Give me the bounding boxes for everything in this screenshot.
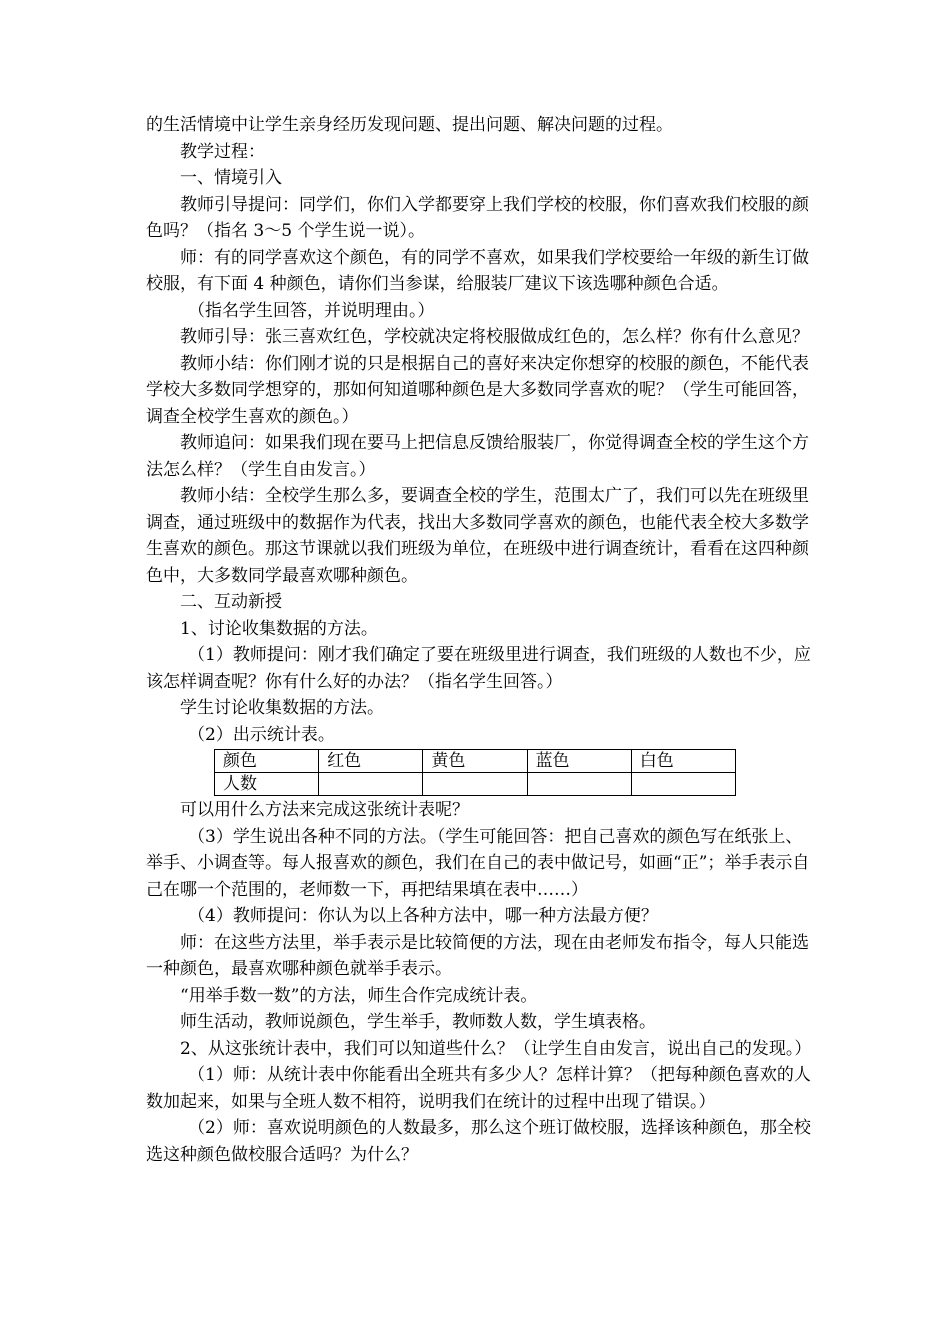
paragraph-step-3: （3）学生说出各种不同的方法。（学生可能回答：把自己喜欢的颜色写在纸张上、举手、小调查等。每人报喜欢的颜色，我们在自己的表中做记号，如画“正”；举手表示自己在哪一个范围的，老师数一下，再把结果填在表中……）	[146, 826, 810, 900]
document-page	[146, 112, 812, 1168]
paragraph-teacher-summary-1: 教师小结：你们刚才说的只是根据自己的喜好来决定你想穿的校服的颜色，不能代表学校大多数同学想穿的，那如何知道哪种颜色是大多数同学喜欢的呢？（学生可能回答，调查全校学生喜欢的颜色。）	[146, 353, 809, 427]
paragraph-table-question: 可以用什么方法来完成这张统计表呢？	[180, 800, 469, 820]
table-cell: 黄色	[423, 750, 527, 773]
heading-section-two: 二、互动新授	[180, 592, 282, 612]
table-cell: 颜色	[215, 750, 319, 773]
paragraph-question-total: （1）师：从统计表中你能看出全班共有多少人？怎样计算？（把每种颜色喜欢的人数加起来，如果与全班人数不相符，说明我们在统计的过程中出现了错误。）	[146, 1065, 811, 1112]
paragraph-teacher-question: 教师引导提问：同学们，你们入学都要穿上我们学校的校服，你们喜欢我们校服的颜色吗？（指名 3～5 个学生说一说）。	[146, 194, 809, 241]
paragraph-activity: 师生活动，教师说颜色，学生举手，教师数人数，学生填表格。	[180, 1012, 656, 1032]
table-cell: 人数	[215, 773, 319, 796]
paragraph-student-discuss: 学生讨论收集数据的方法。	[180, 698, 384, 718]
heading-section-one: 一、情境引入	[180, 168, 282, 188]
paragraph-student-answer: （指名学生回答，并说明理由。）	[188, 300, 435, 321]
table-cell: 蓝色	[527, 750, 631, 773]
paragraph-count-method: “用举手数一数”的方法，师生合作完成统计表。	[180, 985, 538, 1006]
paragraph-teacher-hands: 师：在这些方法里，举手表示是比较简便的方法，现在由老师发布指令，每人只能选一种颜色，最喜欢哪种颜色就举手表示。	[146, 932, 809, 979]
paragraph-teacher-followup: 教师追问：如果我们现在要马上把信息反馈给服装厂，你觉得调查全校的学生这个方法怎么样？（学生自由发言。）	[146, 433, 809, 480]
paragraph-question-school: （2）师：喜欢说明颜色的人数最多，那么这个班订做校服，选择该种颜色，那全校选这种颜色做校服合适吗？为什么？	[146, 1118, 811, 1165]
paragraph-teacher-guide: 教师引导：张三喜欢红色，学校就决定将校服做成红色的，怎么样？你有什么意见？	[180, 327, 809, 347]
table-row	[215, 750, 736, 773]
heading-discuss-methods: 1、讨论收集数据的方法。	[180, 618, 378, 639]
table-row	[215, 773, 736, 796]
paragraph-discover: 2、从这张统计表中，我们可以知道些什么？（让学生自由发言，说出自己的发现。）	[180, 1038, 812, 1059]
table-cell	[423, 773, 527, 796]
table-cell	[527, 773, 631, 796]
table-cell	[631, 773, 735, 796]
heading-teaching-process: 教学过程：	[180, 141, 265, 162]
paragraph-step-2: （2）出示统计表。	[188, 724, 335, 745]
paragraph-step-1: （1）教师提问：刚才我们确定了要在班级里进行调查，我们班级的人数也不少，应该怎样调查呢？你有什么好的办法？（指名学生回答。）	[146, 645, 811, 692]
paragraph-teacher-summary-2: 教师小结：全校学生那么多，要调查全校的学生，范围太广了，我们可以先在班级里调查，通过班级中的数据作为代表，找出大多数同学喜欢的颜色，也能代表全校大多数学生喜欢的颜色。那这节课就以我们班级为单位，在班级中进行调查统计，看看在这四种颜色中，大多数同学最喜欢哪种颜色。	[146, 486, 809, 586]
statistics-table	[214, 749, 736, 796]
table-cell: 红色	[319, 750, 423, 773]
paragraph-intro-continuation: 的生活情境中让学生亲身经历发现问题、提出问题、解决问题的过程。	[146, 115, 673, 135]
paragraph-step-4: （4）教师提问：你认为以上各种方法中，哪一种方法最方便？	[188, 906, 658, 926]
paragraph-teacher-colors: 师：有的同学喜欢这个颜色，有的同学不喜欢，如果我们学校要给一年级的新生订做校服，有下面 4 种颜色，请你们当参谋，给服装厂建议下该选哪种颜色合适。	[146, 247, 809, 294]
table-cell: 白色	[631, 750, 735, 773]
table-cell	[319, 773, 423, 796]
